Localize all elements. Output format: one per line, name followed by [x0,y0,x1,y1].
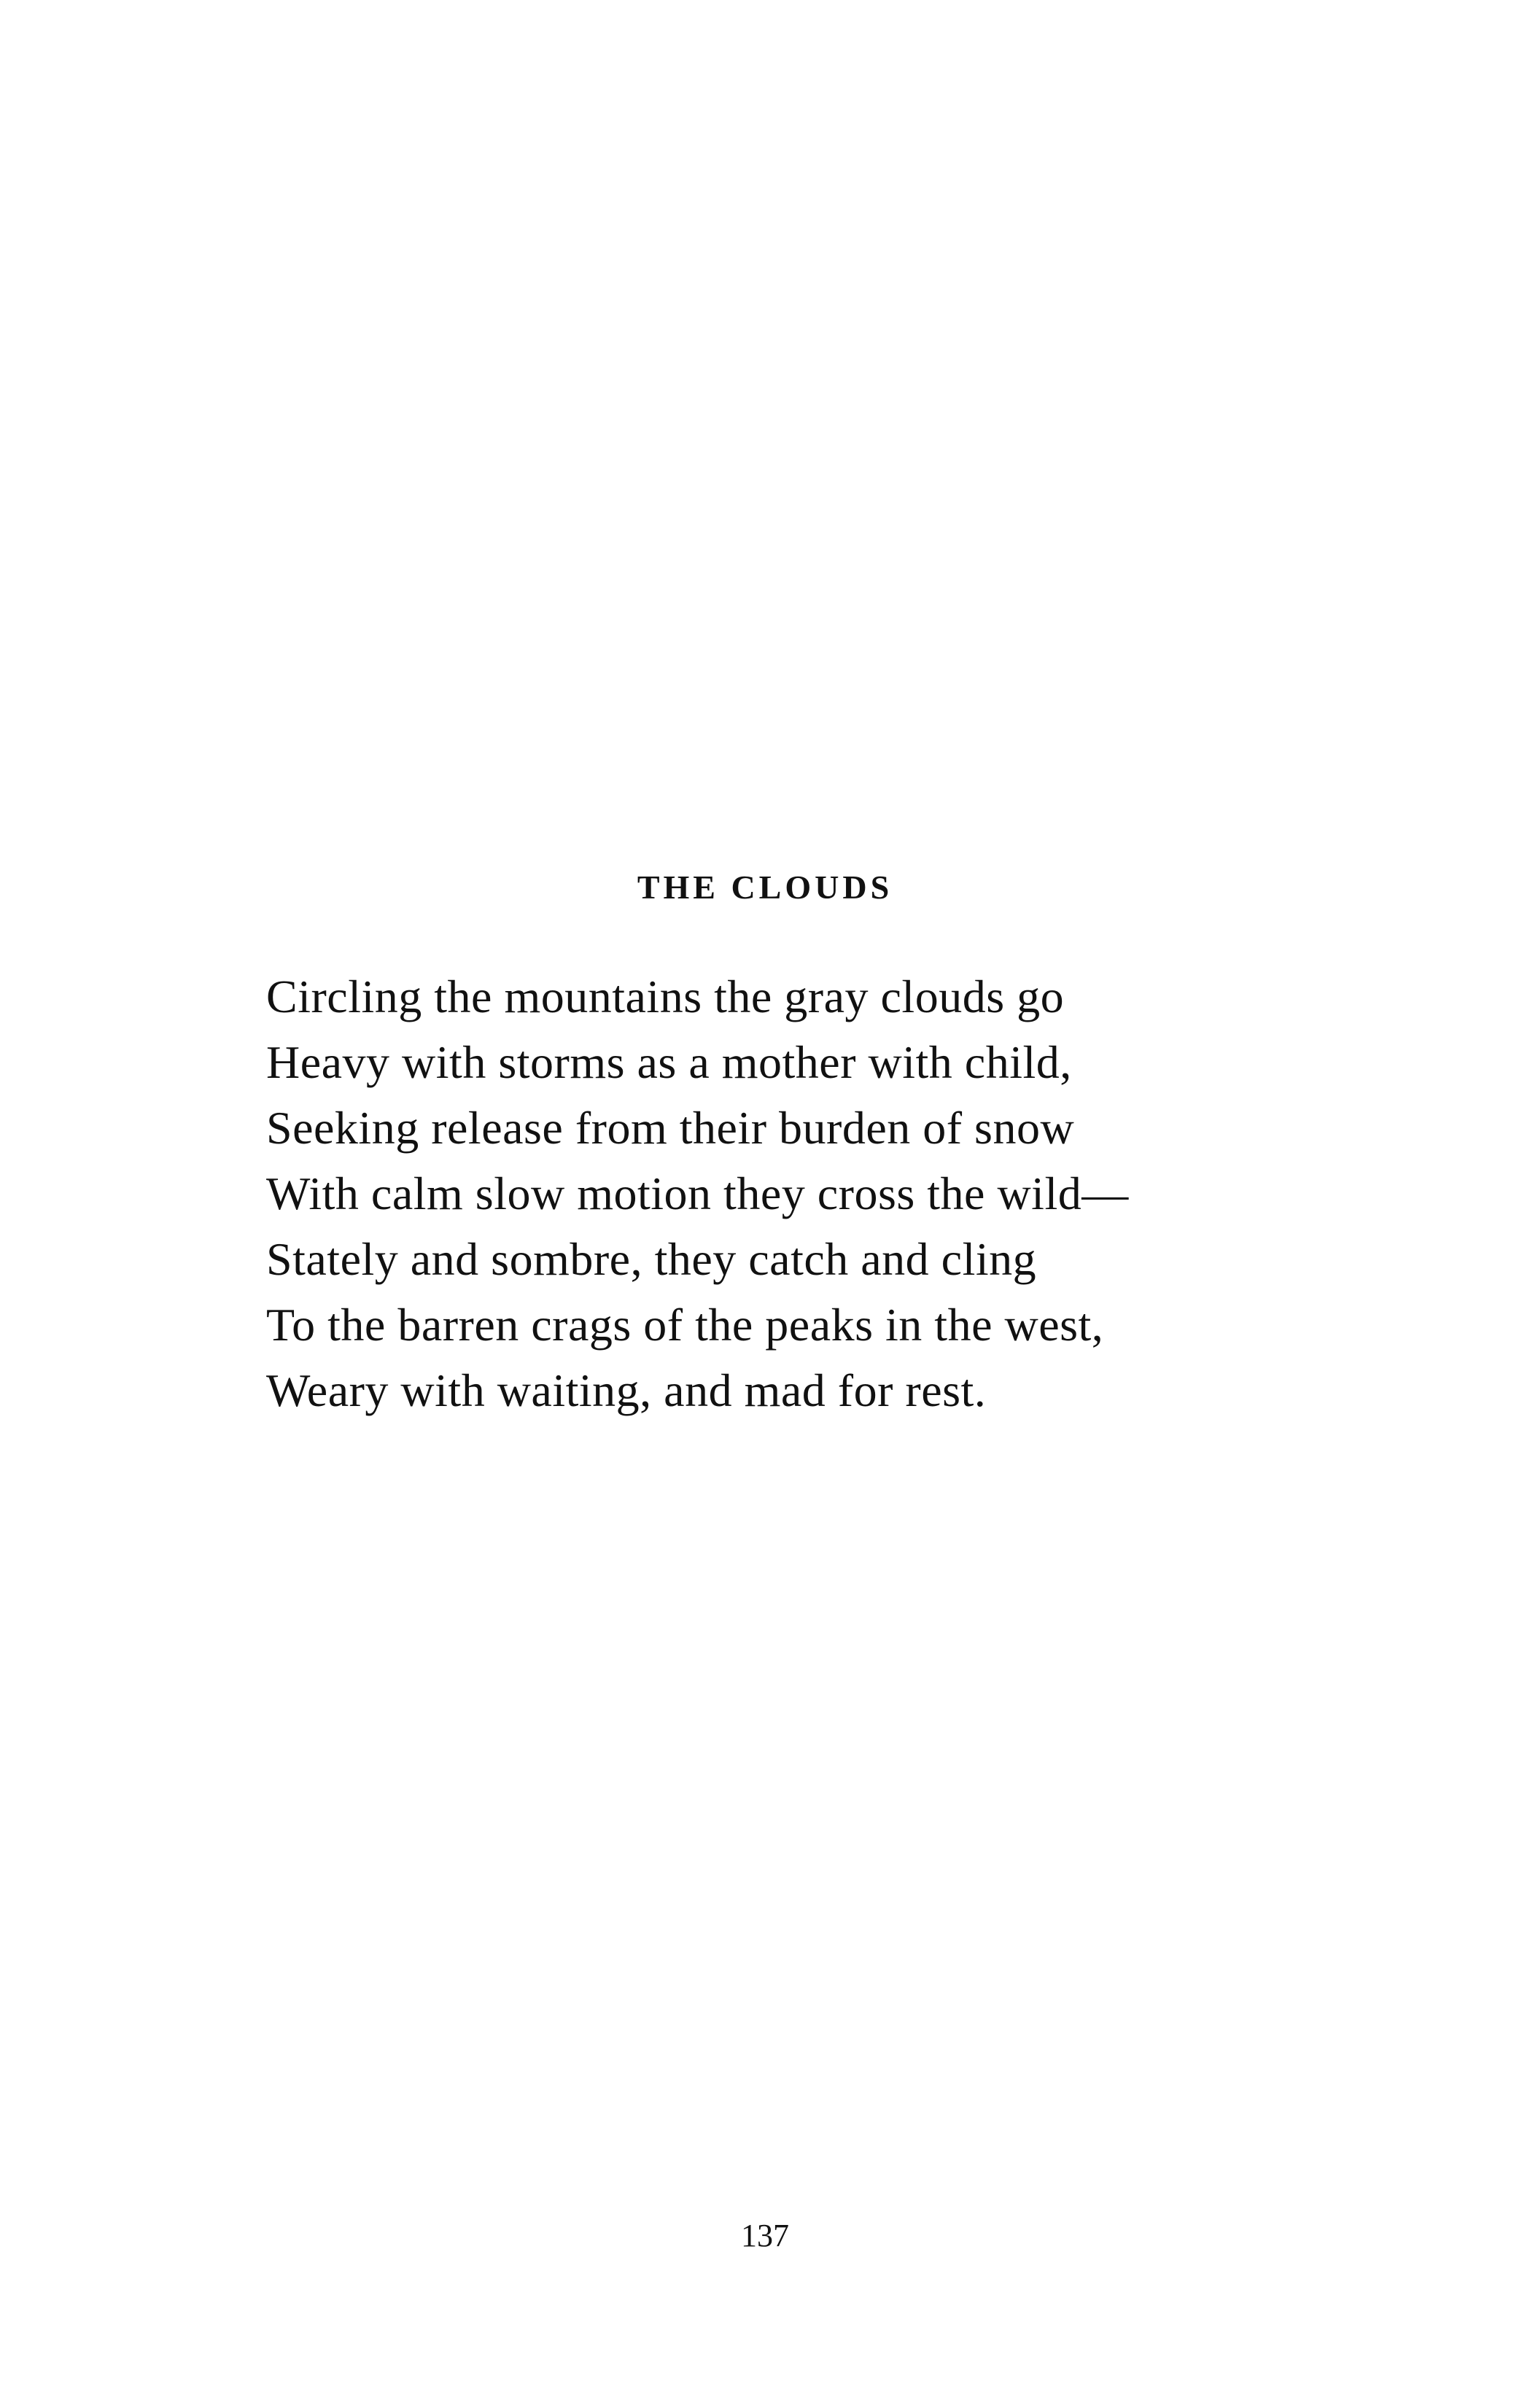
poem-body [266,964,1360,1424]
poem-title: THE CLOUDS [637,869,893,906]
poem-line: With calm slow motion they cross the wild— [266,1168,1129,1219]
poem-line: To the barren crags of the peaks in the west, [266,1299,1104,1351]
poem-line: Heavy with storms as a mother with child, [266,1036,1072,1088]
poem-line: Seeking release from their burden of snow [266,1102,1075,1154]
poem-line: Weary with waiting, and mad for rest. [266,1364,987,1416]
poem-line: Circling the mountains the gray clouds go [266,971,1065,1022]
poem-line: Stately and sombre, they catch and cling [266,1233,1037,1285]
page-number: 137 [741,2218,789,2253]
